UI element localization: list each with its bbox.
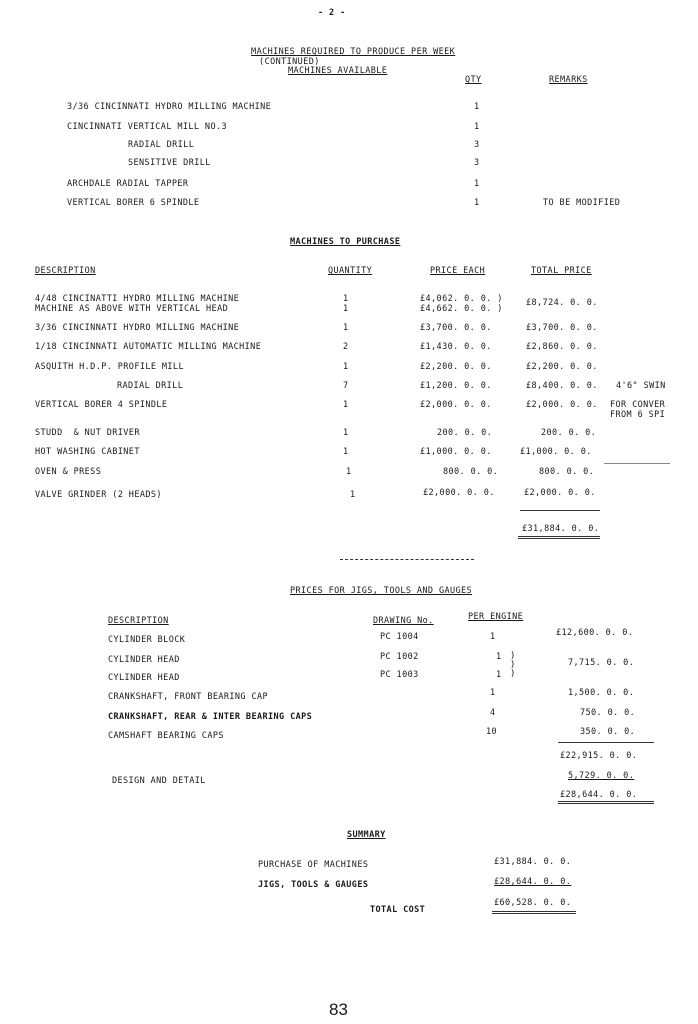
available-remarks-header: REMARKS [549,75,588,85]
jigs-head-combined-cost: 7,715. 0. 0. [568,658,635,668]
summary-total-double-rule [492,911,576,914]
available-row-name: SENSITIVE DRILL [128,158,211,168]
purchase-row-name: RADIAL DRILL [117,381,184,391]
jigs-row-per-engine: 1 [490,632,496,642]
jigs-row-per-engine: 1 [496,652,502,662]
purchase-row-price: £4,662. 0. 0. ) [420,304,503,314]
purchase-row-price: £2,200. 0. 0. [420,362,492,372]
jigs-row-per-engine: 4 [490,708,496,718]
purchase-row-price: £3,700. 0. 0. [420,323,492,333]
purchase-price-header: PRICE EACH [430,266,486,276]
purchase-row-total: £2,000. 0. 0. [526,400,598,410]
summary-total-value: £60,528. 0. 0. [494,898,572,908]
purchase-row-qty: 1 [343,294,349,304]
purchase-row-total: £8,724. 0. 0. [526,298,598,308]
purchase-row-qty: 1 [343,323,349,333]
jigs-row-cost: 750. 0. 0. [580,708,636,718]
purchase-row-price: 200. 0. 0. [437,428,493,438]
summary-row-label: JIGS, TOOLS & GAUGES [258,880,369,890]
purchase-row-total: £3,700. 0. 0. [526,323,598,333]
purchase-row-total: £2,860. 0. 0. [526,342,598,352]
purchase-row-name: OVEN & PRESS [35,467,102,477]
available-row-name: ARCHDALE RADIAL TAPPER [67,179,189,189]
jigs-row-name: CYLINDER BLOCK [108,635,186,645]
jigs-row-drawing: PC 1004 [380,632,419,642]
jigs-total: £28,644. 0. 0. [560,790,638,800]
page-marker: - 2 - [318,8,346,18]
purchase-row-qty: 1 [343,428,349,438]
page-title-suffix: (CONTINUED) [259,57,320,67]
purchase-row-name: STUDD & NUT DRIVER [35,428,140,438]
summary-row-value: £28,644. 0. 0. [494,877,572,887]
jigs-row-cost: £12,600. 0. 0. [556,628,634,638]
head-brace: ) ) ) [510,651,516,679]
available-row-qty: 1 [474,102,480,112]
jigs-per-engine-header: PER ENGINE [468,612,524,622]
purchase-row-qty: 1 [343,400,349,410]
section-separator [340,559,474,560]
jigs-row-cost: 1,500. 0. 0. [568,688,635,698]
purchase-grand-total: £31,884. 0. 0. [522,524,600,534]
purchase-heading: MACHINES TO PURCHASE [290,237,401,247]
jigs-desc-header: DESCRIPTION [108,616,169,626]
jigs-heading: PRICES FOR JIGS, TOOLS AND GAUGES [290,586,473,596]
jigs-row-per-engine: 1 [496,670,502,680]
jigs-row-cost: 350. 0. 0. [580,727,636,737]
available-row-qty: 1 [474,198,480,208]
jigs-row-name: CYLINDER HEAD [108,655,180,665]
jigs-total-double-rule [558,801,654,804]
design-label: DESIGN AND DETAIL [112,776,206,786]
available-heading: MACHINES AVAILABLE [288,66,388,76]
jigs-row-per-engine: 10 [486,727,498,737]
purchase-row-total: 200. 0. 0. [541,428,597,438]
purchase-row-price: £4,062. 0. 0. ) [420,294,503,304]
total-double-rule [518,536,600,539]
purchase-row-qty: 1 [350,490,356,500]
purchase-row-note: FROM 6 SPI [610,410,666,420]
jigs-row-per-engine: 1 [490,688,496,698]
purchase-total-header: TOTAL PRICE [531,266,592,276]
page-title-line [240,37,455,67]
jigs-row-name: CAMSHAFT BEARING CAPS [108,731,224,741]
jigs-subtotal: £22,915. 0. 0. [560,751,638,761]
purchase-row-qty: 1 [346,467,352,477]
purchase-row-note: 4'6" SWIN [616,381,666,391]
available-row-name: VERTICAL BORER 6 SPINDLE [67,198,200,208]
purchase-qty-header: QUANTITY [328,266,373,276]
summary-heading: SUMMARY [347,830,386,840]
subtotal-rule [558,742,654,743]
available-row-qty: 1 [474,179,480,189]
available-row-remarks: TO BE MODIFIED [543,198,621,208]
jigs-row-drawing: PC 1002 [380,652,419,662]
purchase-row-price: £2,000. 0. 0. [423,488,495,498]
purchase-row-name: HOT WASHING CABINET [35,447,140,457]
available-row-qty: 3 [474,158,480,168]
available-row-name: 3/36 CINCINNATI HYDRO MILLING MACHINE [67,102,272,112]
page-title: MACHINES REQUIRED TO PRODUCE PER WEEK [251,47,456,57]
row-underline [604,463,670,464]
purchase-row-price: £2,000. 0. 0. [420,400,492,410]
summary-row-label: PURCHASE OF MACHINES [258,860,369,870]
jigs-row-name: CRANKSHAFT, FRONT BEARING CAP [108,692,269,702]
total-rule [520,510,600,511]
purchase-row-total: 800. 0. 0. [539,467,595,477]
available-row-name: CINCINNATI VERTICAL MILL NO.3 [67,122,228,132]
purchase-row-total: £1,000. 0. 0. [520,447,592,457]
purchase-row-qty: 7 [343,381,349,391]
available-row-name: RADIAL DRILL [128,140,195,150]
purchase-row-total: £8,400. 0. 0. [526,381,598,391]
available-row-qty: 3 [474,140,480,150]
purchase-row-qty: 1 [343,447,349,457]
purchase-row-price: £1,000. 0. 0. [420,447,492,457]
jigs-row-name: CRANKSHAFT, REAR & INTER BEARING CAPS [108,712,313,722]
purchase-row-price: £1,430. 0. 0. [420,342,492,352]
purchase-row-qty: 1 [343,304,349,314]
purchase-row-name: MACHINE AS ABOVE WITH VERTICAL HEAD [35,304,229,314]
purchase-row-name: VERTICAL BORER 4 SPINDLE [35,400,168,410]
purchase-row-name: VALVE GRINDER (2 HEADS) [35,490,162,500]
purchase-row-qty: 1 [343,362,349,372]
purchase-row-name: ASQUITH H.D.P. PROFILE MILL [35,362,184,372]
page-number: 83 [329,1000,348,1019]
summary-total-label: TOTAL COST [370,905,426,915]
available-qty-header: QTY [465,75,482,85]
purchase-row-price: 800. 0. 0. [443,467,499,477]
purchase-row-note: FOR CONVER [610,400,666,410]
summary-row-value: £31,884. 0. 0. [494,857,572,867]
design-cost: 5,729. 0. 0. [568,771,635,781]
purchase-row-total: £2,000. 0. 0. [524,488,596,498]
jigs-drawing-header: DRAWING No. [373,616,434,626]
purchase-row-total: £2,200. 0. 0. [526,362,598,372]
purchase-desc-header: DESCRIPTION [35,266,96,276]
purchase-row-name: 1/18 CINCINNATI AUTOMATIC MILLING MACHINE [35,342,262,352]
purchase-row-name: 3/36 CINCINNATI HYDRO MILLING MACHINE [35,323,240,333]
jigs-row-drawing: PC 1003 [380,670,419,680]
purchase-row-qty: 2 [343,342,349,352]
purchase-row-price: £1,200. 0. 0. [420,381,492,391]
available-row-qty: 1 [474,122,480,132]
jigs-row-name: CYLINDER HEAD [108,673,180,683]
purchase-row-name: 4/48 CINCINATTI HYDRO MILLING MACHINE [35,294,240,304]
